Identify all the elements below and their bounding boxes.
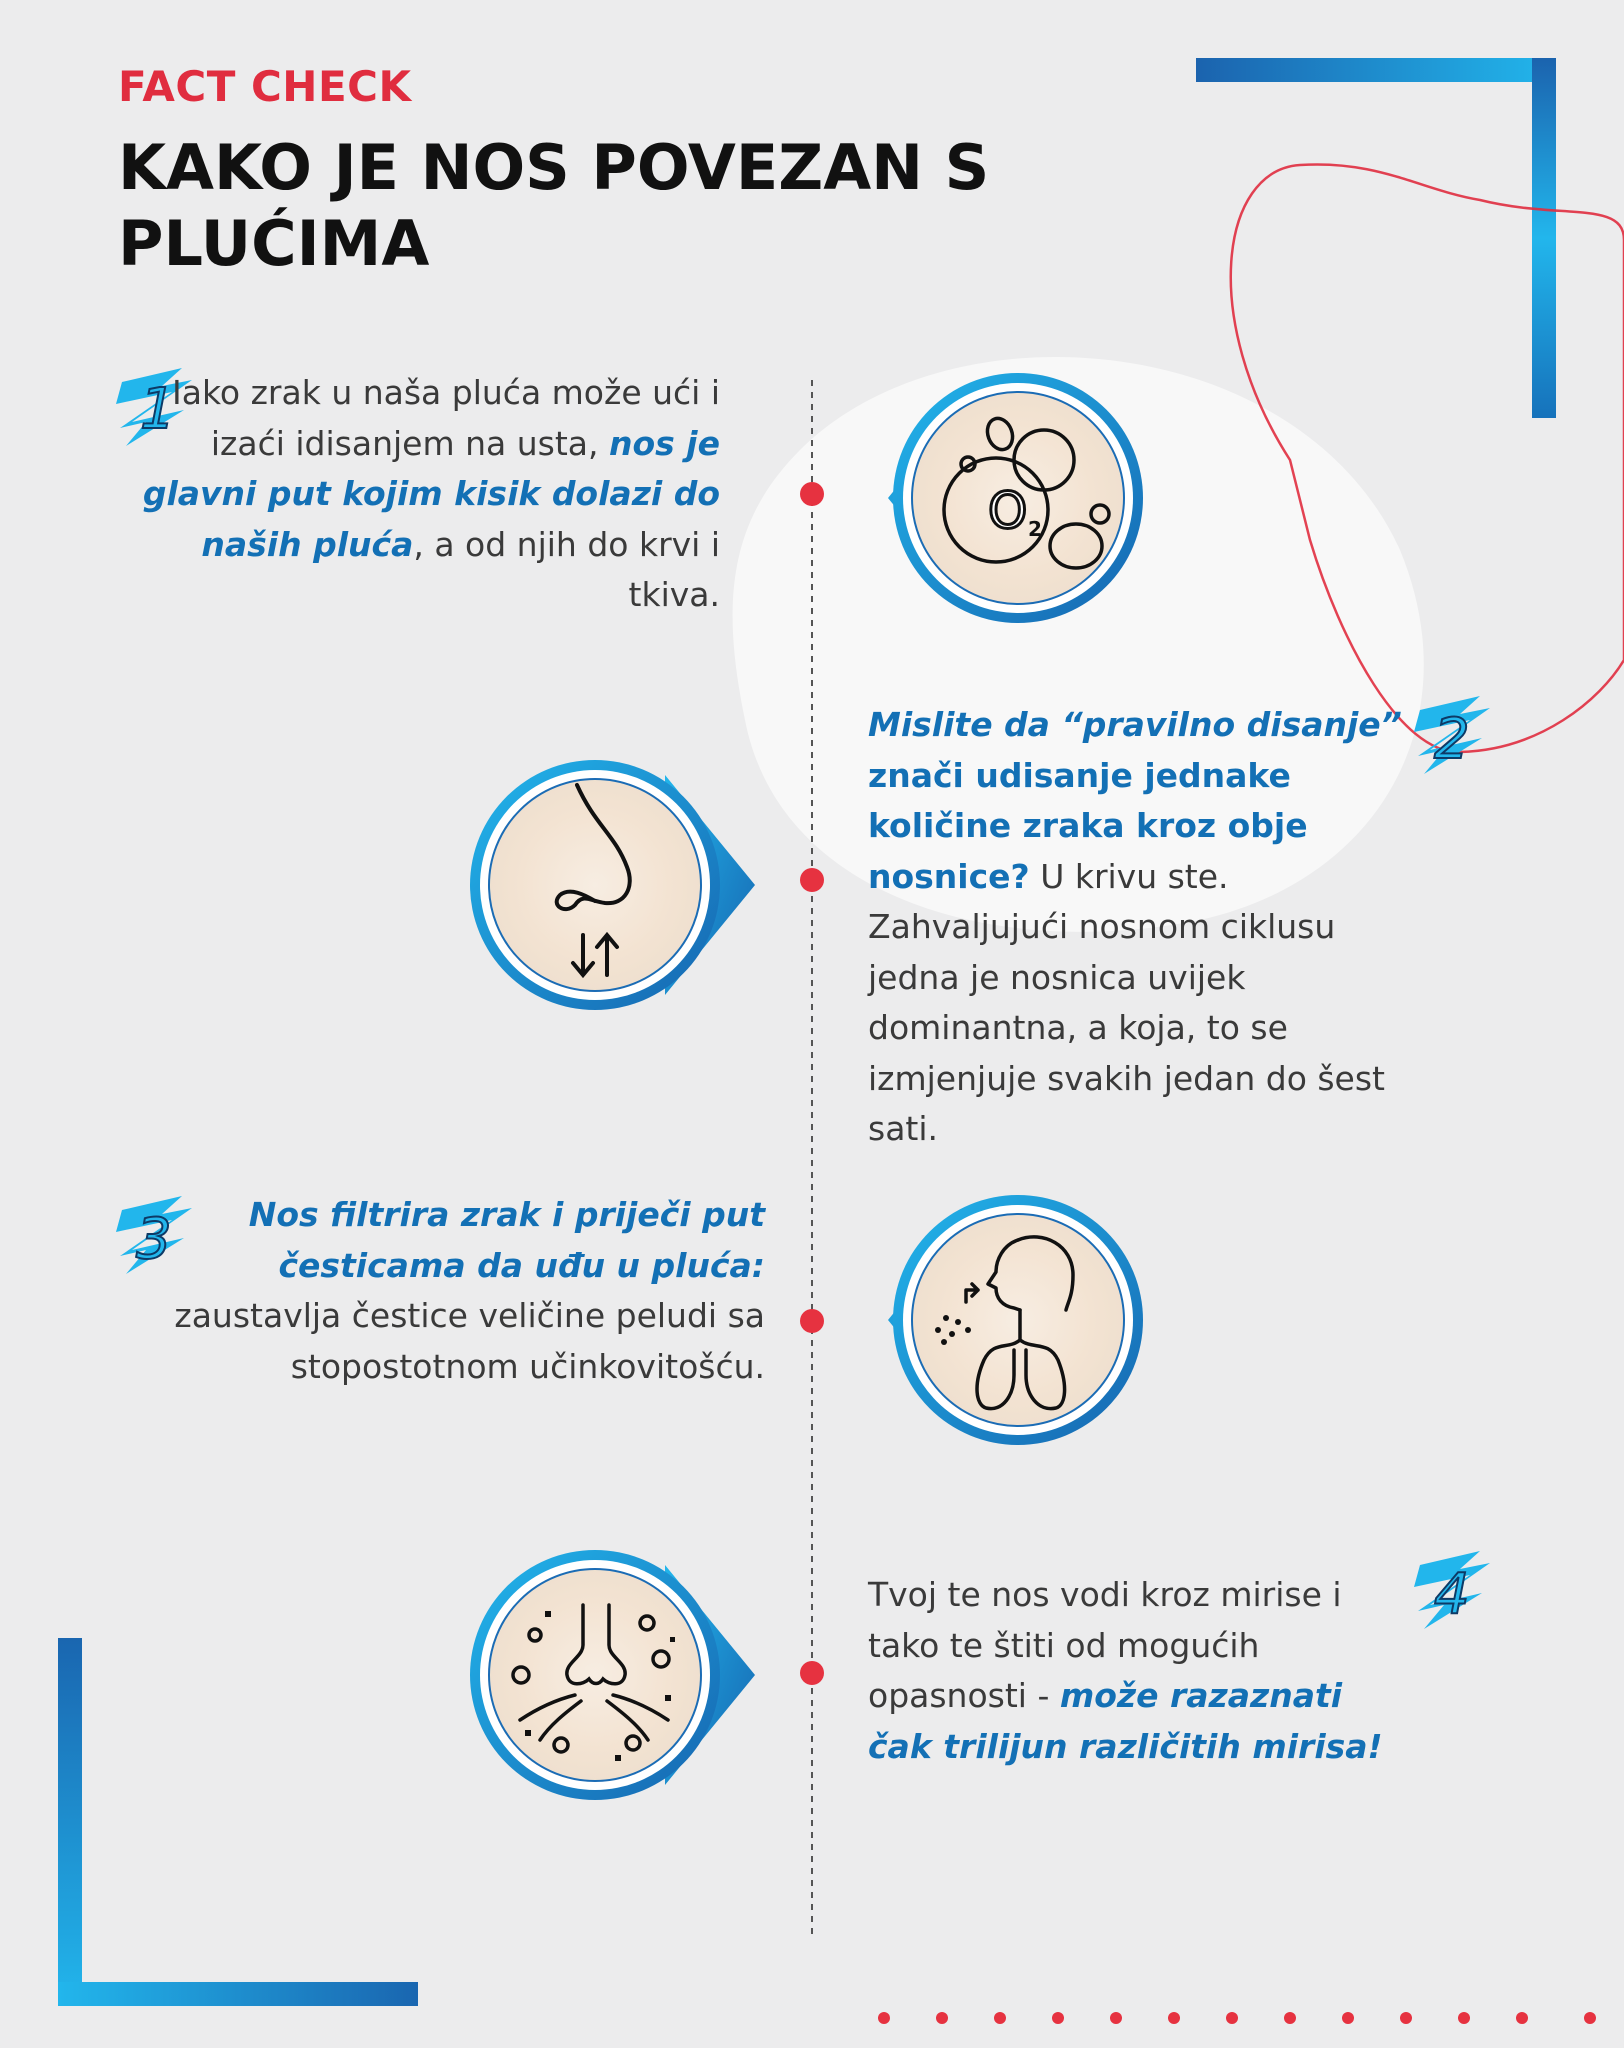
- page-title: KAKO JE NOS POVEZAN S PLUĆIMA: [118, 131, 990, 280]
- fact-4-part-1: Tvoj te nos vodi kroz mirise i tako te štiti od mogućih opasnosti -: [868, 1575, 1342, 1715]
- svg-text:O: O: [988, 482, 1028, 540]
- number-badge-4: [1410, 1545, 1500, 1635]
- fact-3-part-2: zaustavlja čestice veličine peludi sa stopostotnom učinkovitošću.: [174, 1296, 765, 1386]
- fact-2-highlight-bold: znači udisanje jednake količine zraka kroz obje nosnice?: [868, 755, 1308, 896]
- fact-1-text: [110, 368, 720, 621]
- fact-4-highlight: može razaznati čak trilijun različitih mirisa!: [868, 1676, 1383, 1766]
- fact-4-text: [868, 1570, 1408, 1772]
- svg-text:3: 3: [136, 1207, 172, 1272]
- nose-smell-icon: [465, 1545, 765, 1805]
- oxygen-bubbles-icon: [868, 368, 1168, 628]
- nose-breathing-icon: [465, 755, 765, 1015]
- eyebrow-label: FACT CHECK: [118, 62, 412, 111]
- lungs-particles-icon: [868, 1190, 1168, 1450]
- svg-text:1: 1: [140, 377, 176, 442]
- svg-text:4: 4: [1434, 1562, 1470, 1627]
- svg-text:2: 2: [1434, 707, 1470, 772]
- fact-3-text: [150, 1190, 765, 1392]
- svg-text:2: 2: [1028, 517, 1042, 541]
- fact-2-highlight-italic: Mislite da “pravilno disanje”: [868, 705, 1402, 744]
- fact-1-highlight: nos je glavni put kojim kisik dolazi do naših pluća: [142, 423, 720, 564]
- fact-1-part-1: Iako zrak u naša pluća može ući i izaći idisanjem na usta,: [172, 373, 720, 463]
- fact-3-highlight: Nos filtrira zrak i priječi put česticama da uđu u pluća:: [248, 1195, 765, 1285]
- fact-2-part-3: U krivu ste. Zahvaljujući nosnom ciklusu jedna je nosnica uvijek dominantna, a koja, to se izmjenjuje svakih jedan do šest sati.: [868, 856, 1385, 1148]
- fact-1-part-3: , a od njih do krvi i tkiva.: [413, 524, 720, 614]
- fact-2-text: [868, 700, 1428, 1155]
